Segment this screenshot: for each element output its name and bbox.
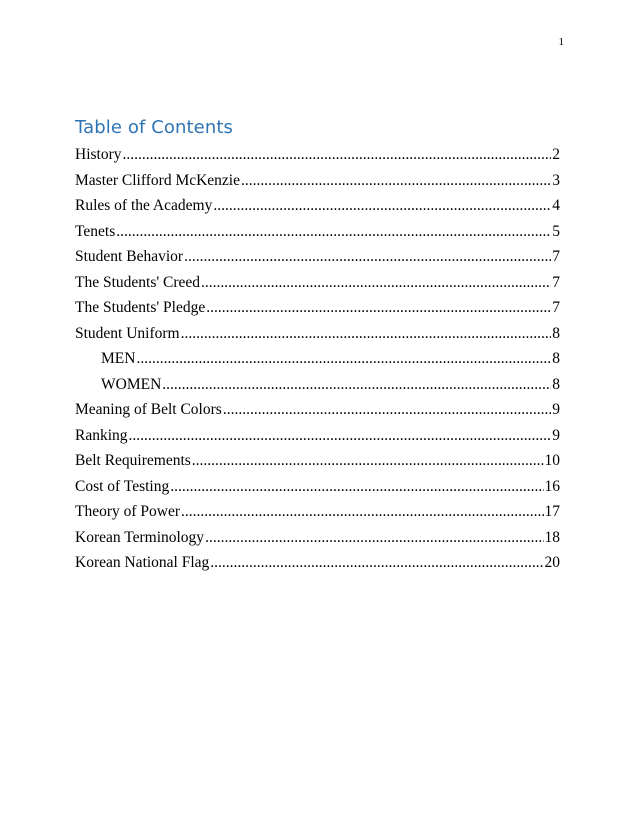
toc-dot-leader [213,197,551,215]
toc-entry-student-behavior[interactable] [75,248,560,274]
toc-dot-leader [184,248,551,266]
toc-dot-leader [162,376,551,394]
toc-entry-ranking[interactable] [75,427,560,453]
toc-dot-leader [129,427,552,445]
toc-dot-leader [241,172,551,190]
toc-entry-label: Meaning of Belt Colors [75,401,222,418]
toc-entry-theory-of-power[interactable] [75,503,560,529]
toc-entry-page: 18 [544,528,560,546]
toc-entry-label: Belt Requirements [75,452,191,469]
toc-entry-label: Korean Terminology [75,528,205,546]
toc-entry-label: MEN [101,350,136,367]
toc-entry-label: Rules of the Academy [75,197,213,214]
toc-dot-leader [170,478,543,496]
toc-entry-page: 2 [552,146,560,163]
toc-dot-leader [136,350,551,368]
toc-dot-leader [123,146,552,164]
toc-entry-page: 7 [552,273,560,291]
toc-entry-label: History [75,146,122,163]
toc-entry-label: Korean National Flag [75,554,210,571]
toc-dot-leader [181,325,552,343]
toc-entry-history[interactable] [75,146,560,172]
toc-dot-leader [181,503,543,521]
toc-entry-students-creed[interactable] [75,274,560,300]
toc-entry-label: Theory of Power [75,503,181,520]
toc-entry-page: 3 [552,171,560,189]
toc-dot-leader [210,554,543,572]
toc-entry-belt-requirements[interactable] [75,452,560,478]
toc-entry-page: 20 [544,554,560,571]
toc-entry-page: 7 [552,299,560,316]
toc-dot-leader [192,452,544,470]
table-of-contents [75,146,560,580]
toc-entry-rules-of-the-academy[interactable] [75,197,560,223]
toc-heading: Table of Contents [75,117,234,138]
toc-entry-label: The Students' Pledge [75,299,206,316]
toc-entry-label: Student Uniform [75,324,180,342]
page-number: 1 [558,36,564,48]
toc-entry-men[interactable] [75,350,560,376]
toc-entry-page: 7 [552,248,560,265]
toc-dot-leader [223,401,551,419]
toc-entry-korean-terminology[interactable] [75,529,560,555]
toc-entry-student-uniform[interactable] [75,325,560,351]
toc-entry-students-pledge[interactable] [75,299,560,325]
toc-entry-tenets[interactable] [75,223,560,249]
toc-entry-label: WOMEN [101,375,162,393]
toc-entry-label: Tenets [75,222,116,240]
toc-dot-leader [116,223,551,241]
toc-entry-korean-national-flag[interactable] [75,554,560,580]
toc-dot-leader [206,299,551,317]
toc-dot-leader [201,274,551,292]
toc-entry-label: Ranking [75,426,128,444]
toc-entry-page: 4 [552,197,560,214]
toc-dot-leader [205,529,543,547]
toc-entry-page: 16 [544,477,560,495]
toc-entry-page: 8 [552,350,560,367]
toc-entry-women[interactable] [75,376,560,402]
toc-entry-cost-of-testing[interactable] [75,478,560,504]
toc-entry-label: Cost of Testing [75,477,170,495]
toc-entry-label: Master Clifford McKenzie [75,171,240,189]
toc-entry-label: The Students' Creed [75,273,201,291]
toc-entry-page: 8 [552,324,560,342]
toc-entry-label: Student Behavior [75,248,184,265]
toc-entry-page: 9 [552,401,560,418]
toc-entry-master-clifford-mckenzie[interactable] [75,172,560,198]
toc-entry-page: 17 [544,503,560,520]
toc-entry-page: 8 [552,375,560,393]
toc-entry-page: 10 [544,452,560,469]
toc-entry-meaning-of-belt-colors[interactable] [75,401,560,427]
toc-entry-page: 9 [552,426,560,444]
toc-entry-page: 5 [552,222,560,240]
